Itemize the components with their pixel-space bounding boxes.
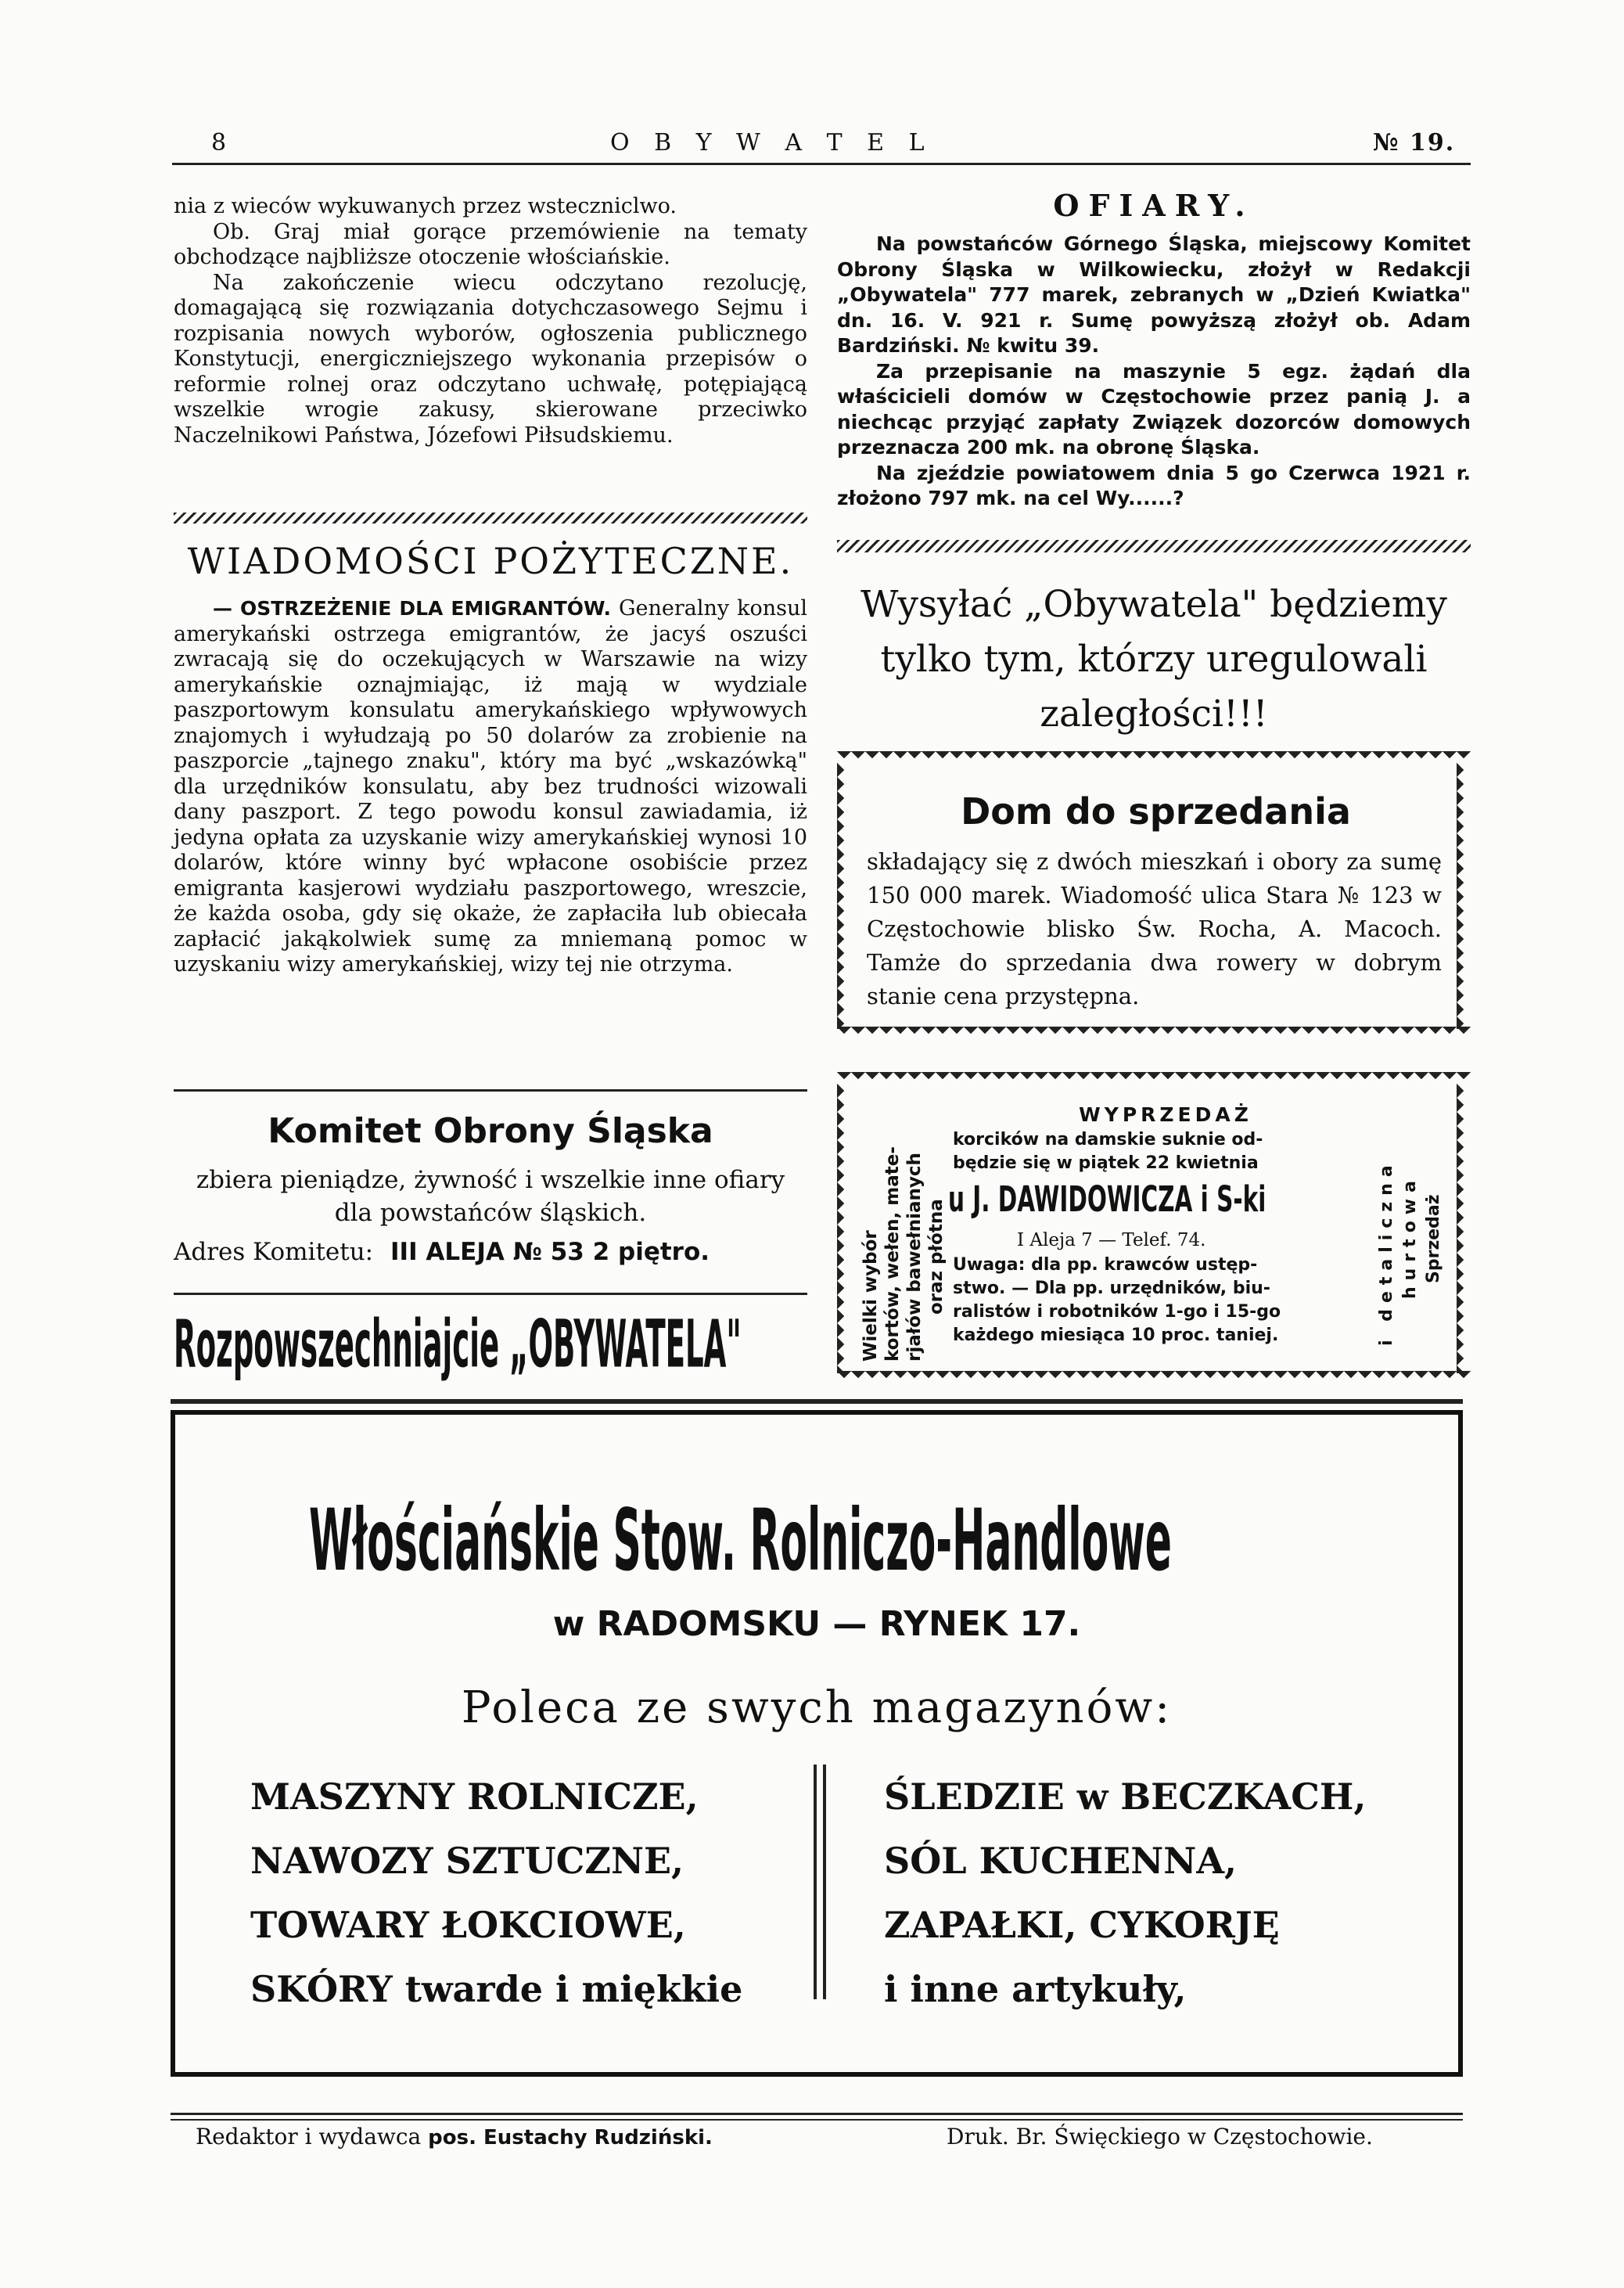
wyprzedaz-uwaga4: każdego miesiąca 10 proc. taniej. [953, 1326, 1279, 1345]
wiec-line3: Na zakończenie wiecu odczytano rezolucję, domagającą się rozwiązania dotychczasowego Sejmu i rozpisania nowych wyborów, ogłoszenia publicznego Konstytucji, energiczniejszego wykonania przepisów o reformie rolnej oraz odczytano uchwałę, potępiającą wszelkie wrogie zakusy, skierowane przeciwko Naczelnikowi Państwa, Józefowi Piłsudskiemu. [174, 270, 807, 448]
ofiary-p3: Na zjeździe powiatowem dnia 5 go Czerwca 1921 r. złożono 797 mk. na cel Wy......? [837, 461, 1471, 509]
wyprzedaz-side-left3: rjałów bawełnianych [904, 1153, 925, 1362]
divider-wavy [174, 513, 807, 523]
wiec-line1: nia z wieców wykuwanych przez wsteczniclwo. [174, 194, 677, 218]
ofiary-p2: Za przepisanie na maszynie 5 egz. żądań dla właścicieli domów w Częstochowie przez panią J. a niechcąc przyjąć zapłaty Związek dozorców domowych przeznacza 200 mk. na obronę Śląska. [837, 359, 1471, 459]
wyprzedaz-side-right2: hurtowa [1400, 1175, 1420, 1299]
wiec-line2: Ob. Graj miał gorące przemówienie na tematy obchodzące najbliższe otoczenie włościańskie. [174, 219, 807, 269]
wyprzedaz-uwaga1: Uwaga: dla pp. krawców ustęp- [953, 1255, 1258, 1275]
dom-body: składający się z dwóch mieszkań i obory za sumę 150 000 marek. Wiadomość ulica Stara № 123 w Częstochowie blisko Św. Rocha, A. Macoch. Tamże do sprzedania dwa rowery w dobrym stanie cena przystępna. [867, 848, 1442, 1009]
bigad-subtitle: w RADOMSKU — RYNEK 17. [552, 1604, 1081, 1644]
wyprzedaz-title: WYPRZEDAŻ [1079, 1103, 1252, 1126]
komitet-address-value: III ALEJA № 53 2 piętro. [390, 1238, 710, 1266]
footer-rule [171, 2113, 1463, 2115]
bigad-divider-a [814, 1765, 817, 1999]
masthead-title: O B Y W A T E L [610, 129, 926, 156]
dom-border-top [837, 751, 1471, 765]
komitet-line1: zbiera pieniądze, żywność i wszelkie inne ofiary [196, 1166, 785, 1194]
bigad-divider-b [823, 1765, 826, 1999]
bigad-right-item: ZAPAŁKI, CYKORJĘ [884, 1904, 1280, 1946]
wyprzedaz-border-bottom [837, 1371, 1471, 1385]
footer-editor-label: Redaktor i wydawca [196, 2124, 422, 2149]
wyprzedaz-uwaga3: ralistów i robotników 1-go i 15-go [953, 1302, 1281, 1322]
wyprzedaz-border-right [1457, 1084, 1471, 1373]
bigad-left-item: MASZYNY ROLNICZE, [250, 1775, 699, 1818]
divider-rule [174, 1089, 807, 1092]
footer-rule-2 [171, 2119, 1463, 2121]
bigad-top-rule [171, 1399, 1463, 1404]
bigad-poleca: Poleca ze swych magazynów: [461, 1682, 1173, 1733]
wyprzedaz-line1: korcików na damskie suknie od- [953, 1130, 1263, 1149]
news-title: WIADOMOŚCI POŻYTECZNE. [187, 540, 794, 582]
bigad-title: Włościańskie Stow. Rolniczo-Handlowe [309, 1491, 1172, 1591]
dom-title: Dom do sprzedania [961, 790, 1351, 833]
page-number: 8 [211, 129, 228, 156]
wyprzedaz-side-left4: oraz płótna [926, 1199, 947, 1315]
news-article [174, 596, 807, 978]
ofiary-title: OFIARY. [1053, 188, 1255, 223]
wyprzedaz-side-right1: Sprzedaż [1424, 1194, 1443, 1283]
footer-printer: Druk. Br. Święckiego w Częstochowie. [947, 2124, 1373, 2149]
komitet-title: Komitet Obrony Śląska [268, 1111, 713, 1151]
news-body [174, 596, 807, 978]
wyprzedaz-side-left1: Wielki wybór [861, 1230, 881, 1362]
bigad-left-item: TOWARY ŁOKCIOWE, [250, 1904, 686, 1946]
footer-editor [196, 2124, 713, 2149]
wyprzedaz-border-left [837, 1084, 851, 1373]
ofiary-p1: Na powstańców Górnego Śląska, miejscowy Komitet Obrony Śląska w Wilkowiecku, złożył w Redakcji „Obywatela" 777 marek, zebranych w „Dzień Kwiatka" dn. 16. V. 921 r. Sumę powyższą złożył ob. Adam Bardziński. № kwitu 39. [837, 232, 1471, 357]
wyprzedaz-border-top [837, 1072, 1471, 1086]
wyprzedaz-addr: I Aleja 7 — Telef. 74. [1017, 1230, 1206, 1250]
divider-wavy-right [837, 540, 1471, 552]
bigad-left-item: NAWOZY SZTUCZNE, [250, 1840, 684, 1882]
wyprzedaz-line2: będzie się w piątek 22 kwietnia [953, 1153, 1259, 1173]
bigad-right-list [884, 1765, 1366, 2021]
komitet-line2: dla powstańców śląskich. [334, 1199, 647, 1227]
bigad-right-item: ŚLEDZIE w BECZKACH, [884, 1775, 1367, 1818]
wyprzedaz-side-left2: kortów, wełen, mate- [882, 1146, 903, 1362]
bigad-left-list [250, 1765, 742, 2021]
news-text: Generalny konsul amerykański ostrzega emigrantów, że jacyś oszuści zwracają się do oczekujących w Warszawie na wizy amerykańskie oznajmiając, iż mają w wydziale paszportowym konsulatu amerykańskiego wpływowych znajomych i wyłudzają po 50 dolarów za zrobienie na paszporcie „tajnego znaku", który ma być „wskazówką" dla urzędników konsulatu, aby bez trudności wizowali dany paszport. Z tego powodu konsul zawiadamia, iż jedyna opłata za uzyskanie wizy amerykańskiej wynosi 10 dolarów, które winny być wpłacone osobiście przez emigranta kasjerowi wydziału paszportowego, wreszcie, że każda osoba, gdy się okaże, że zapłaciła lub obiecała zapłacić jakąkolwiek sumę za mniemaną pomoc w uzyskaniu wizy amerykańskiej, wizy tej nie otrzyma. [174, 596, 807, 977]
wyprzedaz-side-right3: i detaliczna [1377, 1159, 1396, 1346]
wyprzedaz-uwaga2: stwo. — Dla pp. urzędników, biu- [953, 1279, 1270, 1298]
rozpowszechniajcie-slogan: Rozpowszechniajcie „OBYWATELA" [174, 1305, 742, 1383]
divider-rule-2 [174, 1293, 807, 1295]
news-lead: — OSTRZEŻENIE DLA EMIGRANTÓW. [213, 597, 612, 620]
ofiary-article [837, 232, 1471, 512]
wiec-article [174, 194, 807, 448]
bigad-right-item: i inne artykuły, [884, 1968, 1187, 2010]
dom-border-right [1457, 763, 1471, 1029]
komitet-address [174, 1238, 807, 1266]
bigad-left-item: SKÓRY twarde i miękkie [250, 1968, 743, 2010]
footer-editor-name: pos. Eustachy Rudziński. [428, 2126, 713, 2149]
komitet-address-label: Adres Komitetu: [174, 1238, 374, 1266]
wyprzedaz-firm: u J. DAWIDOWICZA i S-ki [948, 1180, 1267, 1221]
dom-border-bottom [837, 1027, 1471, 1041]
dom-border-left [837, 763, 851, 1029]
subscription-notice: Wysyłać „Obywatela" będziemy tylko tym, którzy uregulowali zaległości!!! [861, 583, 1447, 736]
header-rule [172, 163, 1471, 165]
issue-number: № 19. [1373, 129, 1456, 156]
bigad-right-item: SÓL KUCHENNA, [884, 1840, 1238, 1882]
